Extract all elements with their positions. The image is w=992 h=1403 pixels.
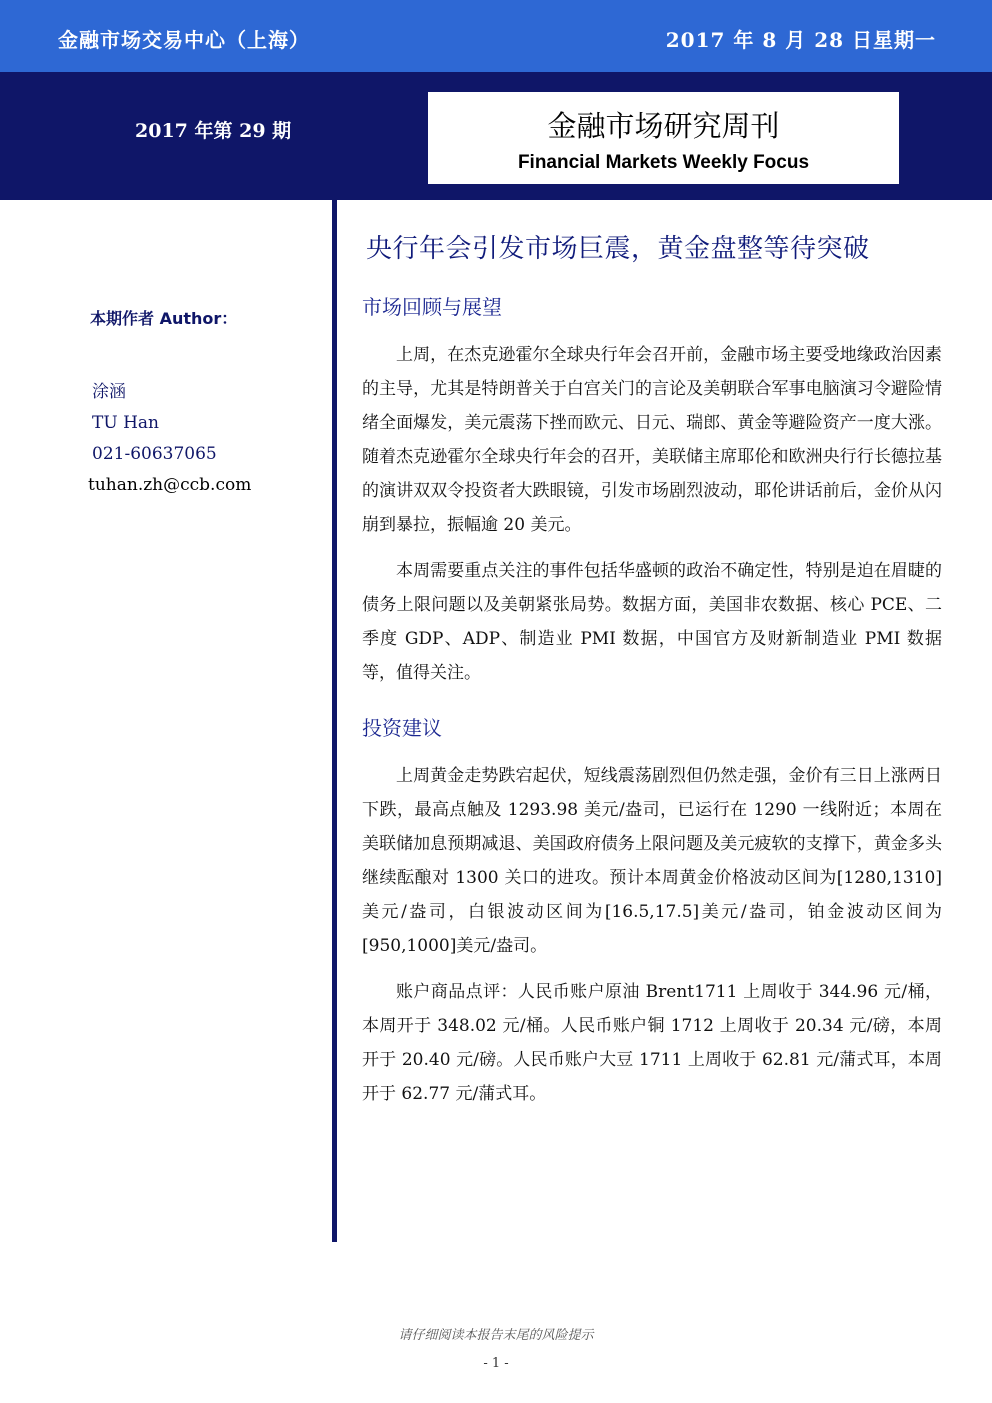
publication-title-zh: 金融市场研究周刊 (547, 109, 780, 143)
report-date: 2017 年 8 月 28 日星期一 (665, 28, 936, 52)
paragraph: 上周黄金走势跌宕起伏，短线震荡剧烈但仍然走强，金价有三日上涨两日下跌，最高点触及 1293.98 美元/盎司，已运行在 1290 一线附近；本周在美联储加息预期减退、美国政府债务上限问题及美元疲软的支撑下，黄金多头继续酝酿对 1300 关口的进攻。预计本周黄金价格波动区间为[1280,1310]美元/盎司，白银波动区间为[16.5,17.5]美元/盎司，铂金波动区间为[950,1000]美元/盎司。 (362, 766, 942, 956)
paragraph: 本周需要重点关注的事件包括华盛顿的政治不确定性，特别是迫在眉睫的债务上限问题以及美朝紧张局势。数据方面，美国非农数据、核心 PCE、二季度 GDP、ADP、制造业 PMI 数据，中国官方及财新制造业 PMI 数据等，值得关注。 (362, 561, 942, 683)
paragraph: 账户商品点评：人民币账户原油 Brent1711 上周收于 344.96 元/桶，本周开于 348.02 元/桶。人民币账户铜 1712 上周收于 20.34 元/磅，本周开于 20.40 元/磅。人民币账户大豆 1711 上周收于 62.81 元/蒲式耳，本周开于 62.77 元/蒲式耳。 (362, 982, 942, 1104)
article-headline: 央行年会引发市场巨震，黄金盘整等待突破 (366, 234, 870, 264)
page-number: - 1 - (483, 1356, 509, 1371)
author-phone: 021-60637065 (92, 444, 217, 464)
publication-title-box (428, 92, 899, 184)
author-sidebar (90, 306, 320, 501)
publication-title-en: Financial Markets Weekly Focus (517, 152, 810, 173)
author-label: 本期作者 Author： (90, 309, 238, 328)
top-header-bar (0, 0, 992, 72)
author-name-cn: 涂涵 (92, 382, 126, 402)
author-email: tuhan.zh@ccb.com (88, 475, 252, 495)
issue-number: 2017 年第 29 期 (135, 120, 292, 142)
organization-name: 金融市场交易中心（上海） (58, 28, 310, 52)
author-info (90, 377, 320, 501)
risk-notice: 请仔细阅读本报告末尾的风险提示 (398, 1328, 594, 1343)
article-body (362, 228, 942, 1123)
title-banner (0, 72, 992, 200)
paragraph: 上周，在杰克逊霍尔全球央行年会召开前，金融市场主要受地缘政治因素的主导，尤其是特朗普关于白宫关门的言论及美朝联合军事电脑演习令避险情绪全面爆发，美元震荡下挫而欧元、日元、瑞郎、黄金等避险资产一度大涨。随着杰克逊霍尔全球央行年会的召开，美联储主席耶伦和欧洲央行行长德拉基的演讲双双令投资者大跌眼镜，引发市场剧烈波动，耶伦讲话前后，金价从闪崩到暴拉，振幅逾 20 美元。 (362, 345, 942, 535)
section-heading-review: 市场回顾与展望 (362, 295, 502, 319)
author-name-en: TU Han (92, 413, 159, 433)
column-divider (332, 200, 337, 1242)
section-heading-advice: 投资建议 (362, 716, 442, 740)
